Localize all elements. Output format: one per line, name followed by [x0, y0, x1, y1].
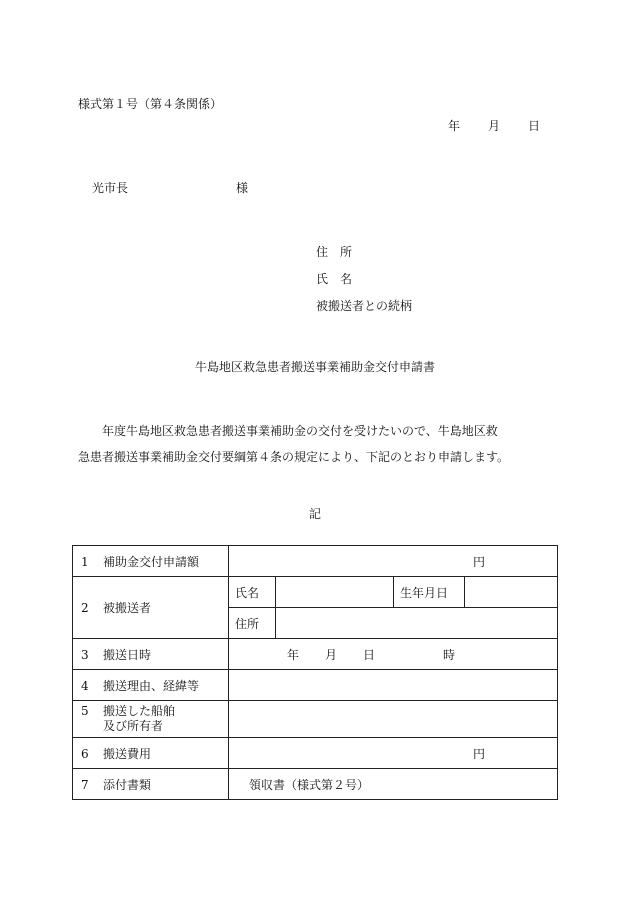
transport-cost-field[interactable]: [229, 738, 558, 769]
yen-unit: 円: [473, 746, 486, 761]
body-line-1: 年度牛島地区救急患者搬送事業補助金の交付を受けたいので、牛島地区救: [78, 424, 498, 438]
table-row: [73, 546, 558, 577]
row4-label-cell: [73, 670, 229, 701]
yen-unit: 円: [473, 554, 486, 569]
vessel-owner-field[interactable]: [229, 701, 558, 738]
row6-label-cell: [73, 738, 229, 769]
row1-label: 補助金交付申請額: [103, 554, 200, 569]
row3-label-cell: [73, 639, 229, 670]
row5-label-line1: 搬送した船舶: [103, 704, 176, 718]
application-table: [72, 545, 558, 800]
table-row: [73, 639, 558, 670]
patient-name-label: 氏名: [229, 577, 276, 608]
body-text: [78, 418, 558, 470]
form-number: 様式第１号（第４条関係）: [78, 97, 223, 111]
row-number: 3: [81, 647, 89, 662]
row-number: 4: [81, 678, 89, 693]
birth-date-field[interactable]: [465, 577, 558, 608]
row6-label: 搬送費用: [103, 746, 152, 761]
patient-address-label: 住所: [229, 608, 276, 639]
addressee-honorific: 様: [236, 181, 249, 195]
date-year: 年: [448, 119, 461, 133]
table-row: [73, 701, 558, 738]
row-number: 6: [81, 746, 89, 761]
table-row: [73, 670, 558, 701]
table-row: [73, 738, 558, 769]
row5-label-line2: 及び所有者: [103, 719, 164, 733]
row-number: 1: [81, 554, 89, 569]
row4-label: 搬送理由、経緯等: [103, 678, 200, 693]
row2-label: 被搬送者: [103, 601, 152, 615]
birth-date-label: 生年月日: [394, 577, 465, 608]
transport-month-label: 月: [325, 647, 338, 662]
row5-label-cell: [73, 701, 229, 738]
transport-day-label: 日: [363, 647, 376, 662]
row-number: 7: [81, 777, 89, 792]
attachment-value: [229, 769, 558, 800]
patient-name-field[interactable]: [276, 577, 394, 608]
transport-datetime-field[interactable]: [229, 639, 558, 670]
document-title: 牛島地区救急患者搬送事業補助金交付申請書: [194, 360, 435, 374]
row3-label: 搬送日時: [103, 647, 152, 662]
date-month: 月: [488, 119, 501, 133]
body-line-2: 急患者搬送事業補助金交付要綱第４条の規定により、下記のとおり申請します。: [78, 450, 510, 464]
patient-address-field[interactable]: [276, 608, 558, 639]
attachment-text: 領収書（様式第２号）: [249, 777, 370, 792]
transport-hour-label: 時: [443, 647, 456, 662]
row1-label-cell: [73, 546, 229, 577]
applicant-address-label: 住 所: [316, 245, 353, 259]
row-number: 2: [81, 601, 89, 615]
applicant-relation-label: 被搬送者との続柄: [316, 299, 413, 313]
row-number: 5: [81, 704, 89, 718]
grant-amount-field[interactable]: [229, 546, 558, 577]
transport-reason-field[interactable]: [229, 670, 558, 701]
row7-label-cell: [73, 769, 229, 800]
row7-label: 添付書類: [103, 777, 152, 792]
table-row: [73, 577, 558, 608]
transport-year-label: 年: [287, 647, 300, 662]
applicant-name-label: 氏 名: [316, 272, 353, 286]
ki-label: 記: [308, 507, 321, 521]
date-day: 日: [528, 119, 541, 133]
addressee-name: 光市長: [92, 181, 129, 195]
table-row: [73, 769, 558, 800]
row2-label-cell: [73, 577, 229, 639]
